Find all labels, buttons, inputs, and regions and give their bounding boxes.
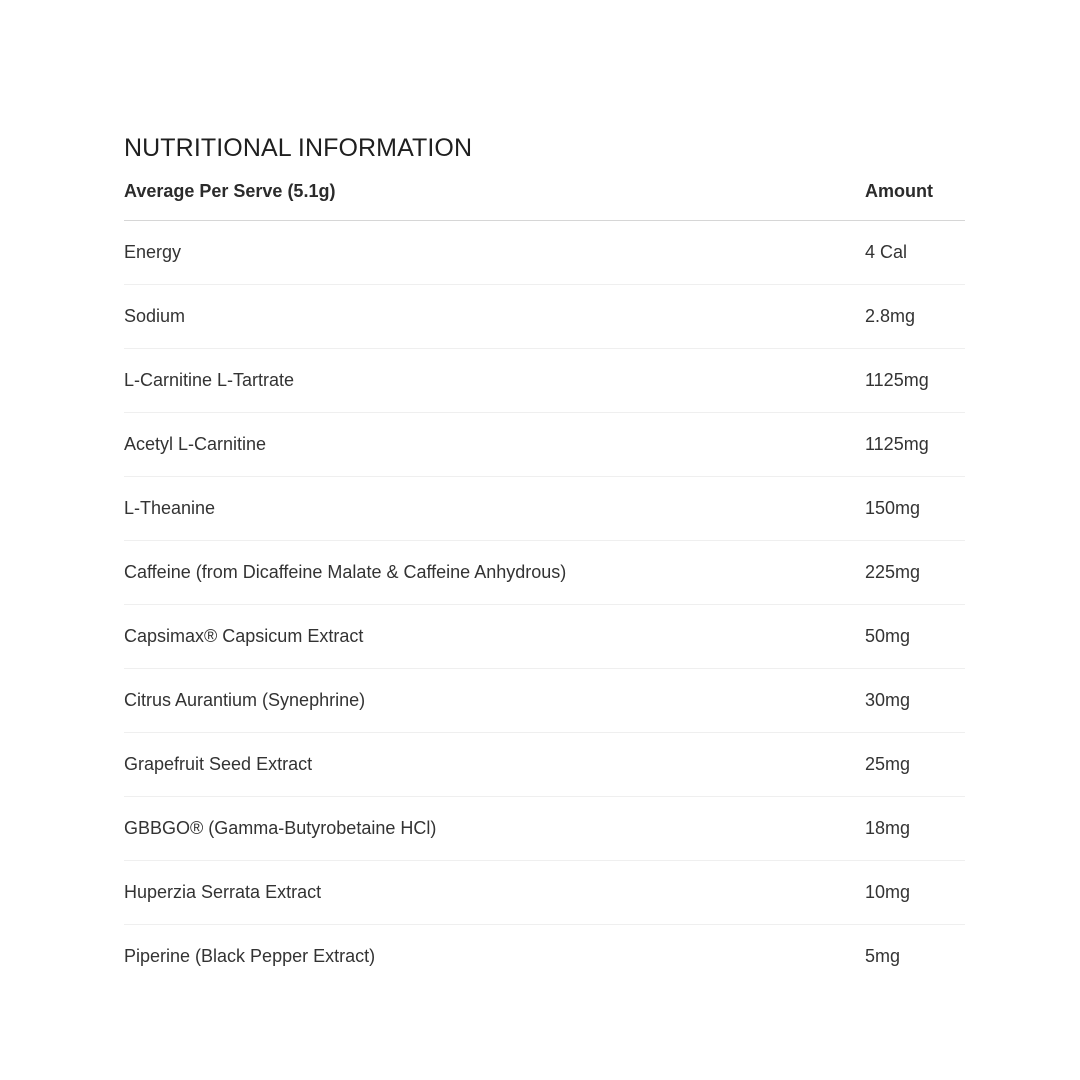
table-body xyxy=(124,221,965,988)
nutrient-amount: 4 Cal xyxy=(865,242,908,262)
nutrient-name: Capsimax® Capsicum Extract xyxy=(124,626,364,646)
table-row xyxy=(124,541,965,605)
nutrient-amount: 2.8mg xyxy=(865,306,916,326)
nutrient-name: L-Carnitine L-Tartrate xyxy=(124,370,295,390)
nutrient-name: Grapefruit Seed Extract xyxy=(124,754,313,774)
nutrient-amount: 150mg xyxy=(865,498,921,518)
nutrient-name: L-Theanine xyxy=(124,498,216,518)
nutrient-amount: 30mg xyxy=(865,690,911,710)
header-serve-size: Average Per Serve (5.1g) xyxy=(124,181,336,201)
table-row xyxy=(124,733,965,797)
nutrient-amount: 50mg xyxy=(865,626,911,646)
table-row xyxy=(124,669,965,733)
table-row xyxy=(124,925,965,988)
nutrient-name: Acetyl L-Carnitine xyxy=(124,434,267,454)
nutrient-amount: 18mg xyxy=(865,818,911,838)
nutrition-table xyxy=(124,179,965,988)
nutrient-name: Energy xyxy=(124,242,182,262)
table-row xyxy=(124,349,965,413)
table-row xyxy=(124,413,965,477)
table-row xyxy=(124,477,965,541)
table-row xyxy=(124,605,965,669)
table-row xyxy=(124,221,965,285)
nutrient-name: Huperzia Serrata Extract xyxy=(124,882,322,902)
header-amount: Amount xyxy=(865,181,933,201)
nutrition-panel xyxy=(124,130,965,988)
table-row xyxy=(124,861,965,925)
nutrient-amount: 10mg xyxy=(865,882,911,902)
nutrient-name: Caffeine (from Dicaffeine Malate & Caffeine Anhydrous) xyxy=(124,562,567,582)
table-row xyxy=(124,285,965,349)
nutrient-amount: 1125mg xyxy=(865,434,929,454)
nutrient-amount: 25mg xyxy=(865,754,911,774)
page-title: NUTRITIONAL INFORMATION xyxy=(124,134,473,162)
nutrient-name: Sodium xyxy=(124,306,186,326)
table-row xyxy=(124,797,965,861)
nutrient-amount: 225mg xyxy=(865,562,921,582)
nutrient-amount: 5mg xyxy=(865,946,901,966)
nutrient-name: Piperine (Black Pepper Extract) xyxy=(124,946,376,966)
nutrient-name: Citrus Aurantium (Synephrine) xyxy=(124,690,366,710)
nutrient-name: GBBGO® (Gamma-Butyrobetaine HCl) xyxy=(124,818,437,838)
table-header xyxy=(124,179,965,221)
nutrient-amount: 1125mg xyxy=(865,370,929,390)
